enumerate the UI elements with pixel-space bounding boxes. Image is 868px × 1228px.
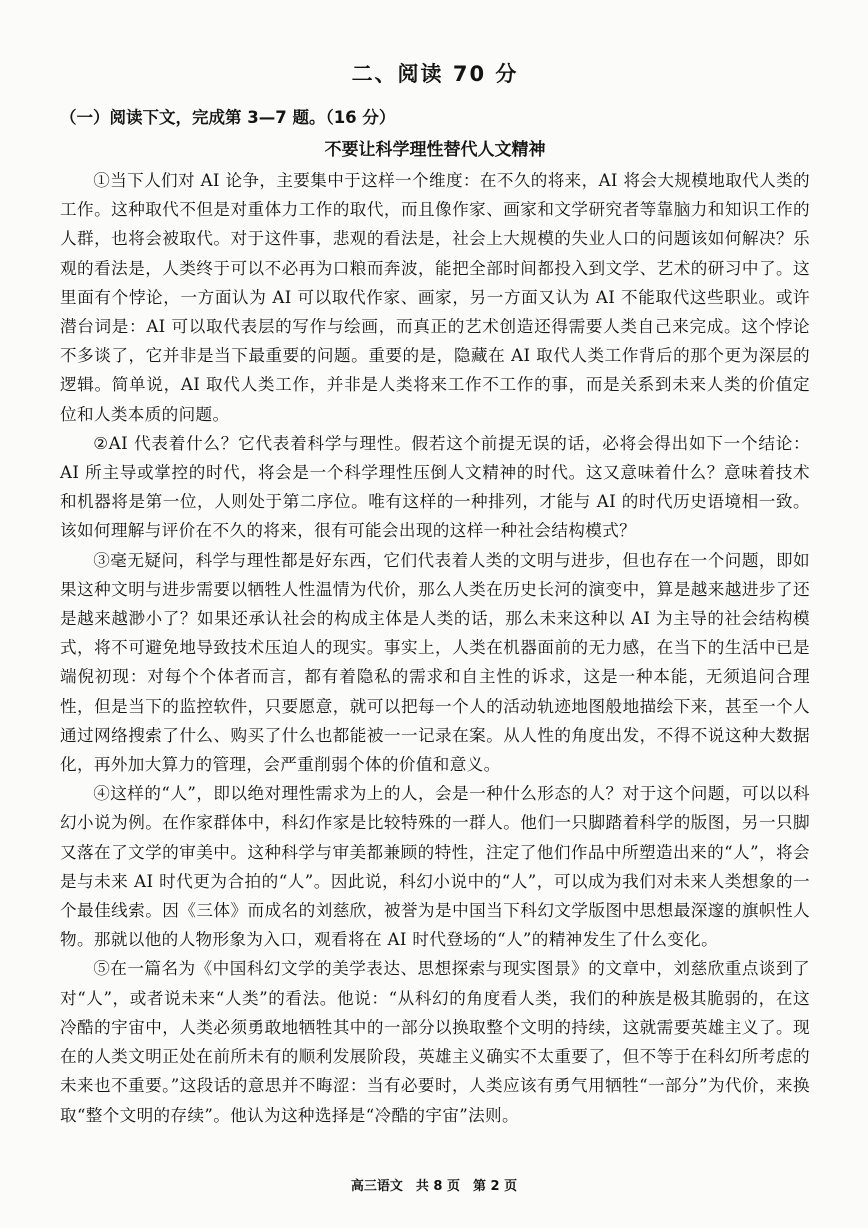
article-body: [60, 166, 810, 1130]
paragraph-5: ⑤在一篇名为《中国科幻文学的美学表达、思想探索与现实图景》的文章中，刘慈欣重点谈到了对“人”，或者说未来“人类”的看法。他说：“从科幻的角度看人类，我们的种族是极其脆弱的，在这冷酷的宇宙中，人类必须勇敢地牺牲其中的一部分以换取整个文明的持续，这就需要英雄主义了。现在的人类文明正处在前所未有的顺利发展阶段，英雄主义确实不太重要了，但不等于在科幻所考虑的未来也不重要。”这段话的意思并不晦涩：当有必要时，人类应该有勇气用牺牲“一部分”为代价，来换取“整个文明的存续”。他认为这种选择是“冷酷的宇宙”法则。: [60, 959, 810, 1125]
section-title: 二、阅读 70 分: [351, 62, 519, 86]
page-footer: 高三语文 共 8 页 第 2 页: [350, 1179, 518, 1194]
paragraph-1: ①当下人们对 AI 论争，主要集中于这样一个维度：在不久的将来，AI 将会大规模地取代人类的工作。这种取代不但是对重体力工作的取代，而且像作家、画家和文学研究者等靠脑力和知识工作的人群，也将会被取代。对于这件事，悲观的看法是，社会上大规模的失业人口的问题该如何解决？乐观的看法是，人类终于可以不必再为口粮而奔波，能把全部时间都投入到文学、艺术的研习中了。这里面有个悖论，一方面认为 AI 可以取代作家、画家，另一方面又认为 AI 不能取代这些职业。或许潜台词是：AI 可以取代表层的写作与绘画，而真正的艺术创造还得需要人类自己来完成。这个悖论不多谈了，它并非是当下最重要的问题。重要的是，隐藏在 AI 取代人类工作背后的那个更为深层的逻辑。简单说，AI 取代人类工作，并非是人类将来工作不工作的事，而是关系到未来人类的价值定位和人类本质的问题。: [60, 171, 810, 424]
paragraph-2: ②AI 代表着什么？它代表着科学与理性。假若这个前提无误的话，必将会得出如下一个结论：AI 所主导或掌控的时代，将会是一个科学理性压倒人文精神的时代。这又意味着什么？意味着技术和机器将是第一位，人则处于第二序位。唯有这样的一种排列，才能与 AI 的时代历史语境相一致。该如何理解与评价在不久的将来，很有可能会出现的这样一种社会结构模式？: [60, 433, 810, 541]
article-title: 不要让科学理性替代人文精神: [324, 140, 546, 160]
paragraph-3: ③毫无疑问，科学与理性都是好东西，它们代表着人类的文明与进步，但也存在一个问题，即如果这种文明与进步需要以牺牲人性温情为代价，那么人类在历史长河的演变中，算是越来越进步了还是越来越渺小了？如果还承认社会的构成主体是人类的话，那么未来这种以 AI 为主导的社会结构模式，将不可避免地导致技术压迫人的现实。事实上，人类在机器面前的无力感，在当下的生活中已是端倪初现：对每个个体者而言，都有着隐私的需求和自主性的诉求，这是一种本能，无须追问合理性，但是当下的监控软件，只要愿意，就可以把每一个人的活动轨迹地图般地描绘下来，甚至一个人通过网络搜索了什么、购买了什么也都能被一一记录在案。从人性的角度出发，不得不说这种大数据化，再外加大算力的管理，会严重削弱个体的价值和意义。: [60, 550, 810, 775]
paragraph-4: ④这样的“人”，即以绝对理性需求为上的人，会是一种什么形态的人？对于这个问题，可以以科幻小说为例。在作家群体中，科幻作家是比较特殊的一群人。他们一只脚踏着科学的版图，另一只脚又落在了文学的审美中。这种科学与审美都兼顾的特性，注定了他们作品中所塑造出来的“人”，将会是与未来 AI 时代更为合拍的“人”。因此说，科幻小说中的“人”，可以成为我们对未来人类想象的一个最佳线索。因《三体》而成名的刘慈欣，被誉为是中国当下科幻文学版图中思想最深邃的旗帜性人物。那就以他的人物形象为入口，观看将在 AI 时代登场的“人”的精神发生了什么变化。: [60, 784, 810, 950]
question-instruction: （一）阅读下文，完成第 3—7 题。（16 分）: [60, 108, 396, 127]
